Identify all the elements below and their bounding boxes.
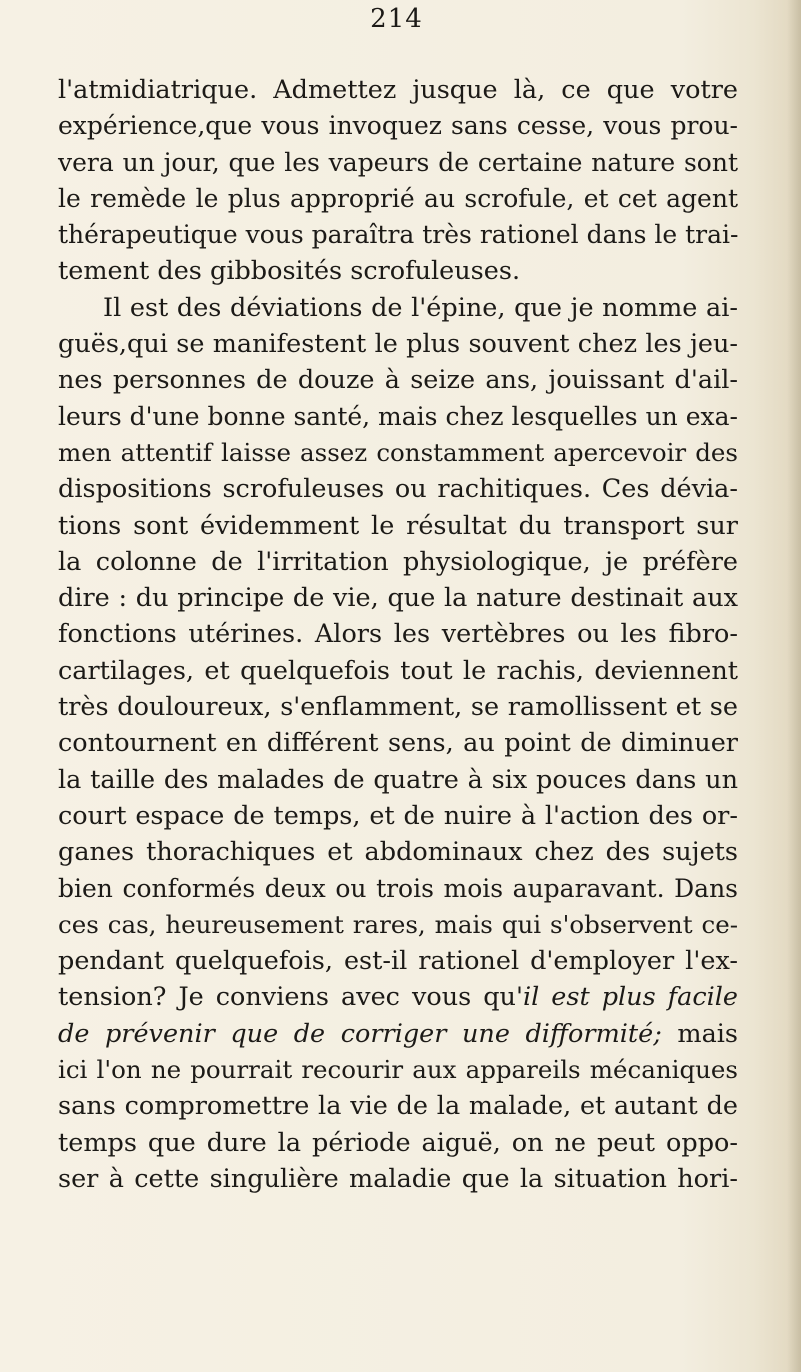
text-line: bien conformés deux ou trois mois auparavant. Dans (58, 873, 738, 903)
page-number: 214 (370, 4, 423, 34)
text-line: vera un jour, que les vapeurs de certaine nature sont (58, 147, 738, 177)
text-line: nes personnes de douze à seize ans, jouissant d'ail- (58, 365, 738, 396)
text-line: tions sont évidemment le résultat du transport sur (58, 510, 738, 541)
text-line: thérapeutique vous paraîtra très rationel dans le trai- (58, 220, 739, 250)
italic-phrase: il est plus facile (522, 982, 738, 1013)
text-line: guës,qui se manifestent le plus souvent chez les jeu- (58, 329, 738, 360)
text-line: leurs d'une bonne santé, mais chez lesquelles un exa- (58, 401, 738, 431)
text-line: fonctions utérines. Alors les vertèbres ou les fibro- (58, 619, 738, 650)
text-line: la colonne de l'irritation physiologique, je préfère (58, 546, 738, 577)
text-line: de prévenir que de corriger une difformité; mais (58, 1018, 739, 1049)
text-line: expérience,que vous invoquez sans cesse, vous prou- (58, 111, 738, 141)
text-line: très douloureux, s'enflamment, se ramollissent et se (58, 692, 738, 723)
text-line: ici l'on ne pourrait recourir aux appareils mécaniques (58, 1055, 738, 1085)
text-line: court espace de temps, et de nuire à l'action des or- (58, 800, 738, 831)
text-line: la taille des malades de quatre à six pouces dans un (58, 764, 738, 795)
text-line: sans compromettre la vie de la malade, et autant de (58, 1091, 738, 1122)
text-line: temps que dure la période aiguë, on ne peut oppo- (58, 1127, 738, 1158)
text-line: ces cas, heureusement rares, mais qui s'observent ce- (58, 909, 738, 939)
text-line: men attentif laisse assez constamment apercevoir des (58, 437, 738, 467)
text-line: dispositions scrofuleuses ou rachitiques. Ces dévia- (58, 474, 738, 505)
body-text (58, 72, 738, 1197)
text-line: dire : du principe de vie, que la nature destinait aux (58, 583, 738, 614)
page-edge-shadow (787, 0, 801, 1372)
text-line: cartilages, et quelquefois tout le rachis, deviennent (58, 655, 738, 686)
text-line: tement des gibbosités scrofuleuses. (58, 256, 521, 287)
text-line: pendant quelquefois, est-il rationel d'employer l'ex- (58, 946, 738, 977)
text-line: l'atmidiatrique. Admettez jusque là, ce que votre (58, 75, 738, 105)
italic-phrase: de prévenir que de corriger une difformité; (58, 1018, 662, 1049)
paragraph-start-line: Il est des déviations de l'épine, que je nomme ai- (103, 292, 738, 323)
text-line: ser à cette singulière maladie que la situation hori- (58, 1163, 738, 1194)
text-line: tension? Je conviens avec vous qu'il est plus facile (58, 982, 738, 1013)
text-line: le remède le plus approprié au scrofule, et cet agent (58, 183, 738, 213)
text-line: ganes thorachiques et abdominaux chez des sujets (58, 837, 738, 868)
text-line: contournent en différent sens, au point de diminuer (58, 728, 738, 759)
